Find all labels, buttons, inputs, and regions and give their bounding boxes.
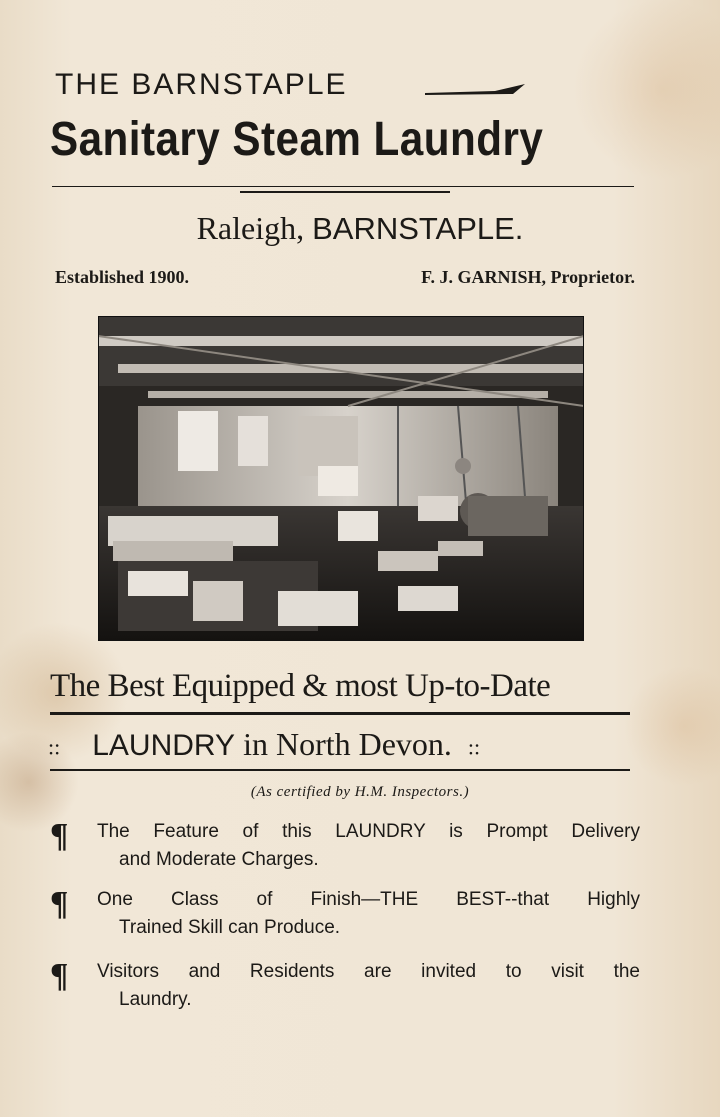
pilcrow-icon: ¶ — [50, 817, 69, 854]
address-street: Raleigh, — [196, 210, 305, 246]
decorative-swash — [425, 82, 525, 98]
tagline-laundry-word: LAUNDRY — [92, 729, 236, 762]
ornament-left: :: — [48, 734, 61, 760]
feature-bullet-1 — [50, 818, 640, 874]
address-town: BARNSTAPLE. — [312, 211, 524, 246]
tagline-location: in North Devon. — [243, 726, 452, 762]
established-year: Established 1900. — [55, 267, 190, 287]
tagline-rule-bottom — [50, 769, 630, 771]
header-the-barnstaple: THE BARNSTAPLE — [55, 68, 348, 101]
address — [0, 210, 720, 247]
feature-3-line1: Visitors and Residents are invited to visit the — [97, 961, 640, 982]
feature-2-line1: One Class of Finish—THE BEST--that Highly — [97, 889, 640, 910]
main-title: Sanitary Steam Laundry — [50, 113, 544, 166]
pilcrow-icon: ¶ — [50, 957, 69, 994]
feature-bullet-2 — [50, 886, 640, 942]
certification-note: (As certified by H.M. Inspectors.) — [250, 784, 470, 800]
pilcrow-icon: ¶ — [50, 885, 69, 922]
proprietor: F. J. GARNISH, Proprietor. — [421, 267, 635, 287]
tagline-line2 — [48, 726, 632, 763]
tagline-rule-top — [50, 712, 630, 715]
title-underline — [240, 191, 450, 193]
feature-1-line2: and Moderate Charges. — [119, 849, 319, 870]
feature-3-line2: Laundry. — [119, 989, 192, 1010]
feature-1-line1: The Feature of this LAUNDRY is Prompt Delivery — [97, 821, 640, 842]
laundry-interior-photo — [98, 316, 584, 641]
feature-bullet-3 — [50, 958, 640, 1014]
tagline-line1: The Best Equipped & most Up-to-Date — [50, 668, 551, 704]
title-rule — [52, 186, 634, 187]
ornament-right: :: — [467, 734, 481, 760]
feature-2-line2: Trained Skill can Produce. — [119, 917, 341, 938]
